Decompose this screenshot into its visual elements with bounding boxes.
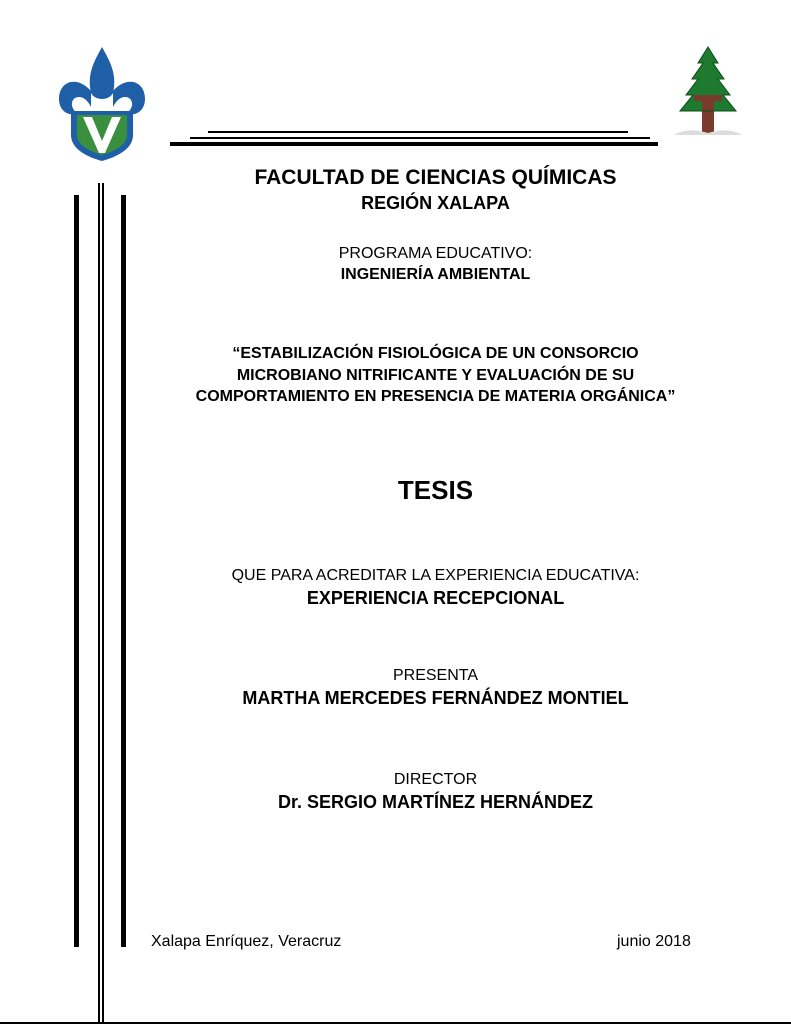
top-rule-2 — [190, 137, 650, 139]
top-rule-3 — [170, 142, 658, 146]
thesis-title-line-1: “ESTABILIZACIÓN FISIOLÓGICA DE UN CONSORCIO — [232, 345, 639, 362]
program-name: INGENIERÍA AMBIENTAL — [340, 266, 531, 283]
top-rule-1 — [208, 131, 628, 133]
director-label: DIRECTOR — [393, 771, 478, 788]
thesis-title-line-3: COMPORTAMIENTO EN PRESENCIA DE MATERIA ORGÁNICA” — [195, 388, 676, 405]
footer-date: junio 2018 — [617, 933, 691, 950]
presenter-label: PRESENTA — [392, 667, 479, 684]
faculty-logo — [668, 45, 748, 140]
experience-label: QUE PARA ACREDITAR LA EXPERIENCIA EDUCATIVA: — [231, 567, 640, 584]
presenter-name: MARTHA MERCEDES FERNÁNDEZ MONTIEL — [242, 688, 629, 708]
director-name: Dr. SERGIO MARTÍNEZ HERNÁNDEZ — [277, 792, 594, 812]
university-logo — [55, 45, 150, 165]
footer-place: Xalapa Enríquez, Veracruz — [151, 933, 342, 950]
program-label: PROGRAMA EDUCATIVO: — [338, 245, 533, 262]
experience-name: EXPERIENCIA RECEPCIONAL — [306, 588, 565, 608]
faculty-name: FACULTAD DE CIENCIAS QUÍMICAS — [254, 166, 617, 189]
document-type: TESIS — [397, 475, 474, 505]
region-name: REGIÓN XALAPA — [361, 193, 510, 213]
thesis-title-line-2: MICROBIANO NITRIFICANTE Y EVALUACIÓN DE SU — [236, 367, 635, 384]
